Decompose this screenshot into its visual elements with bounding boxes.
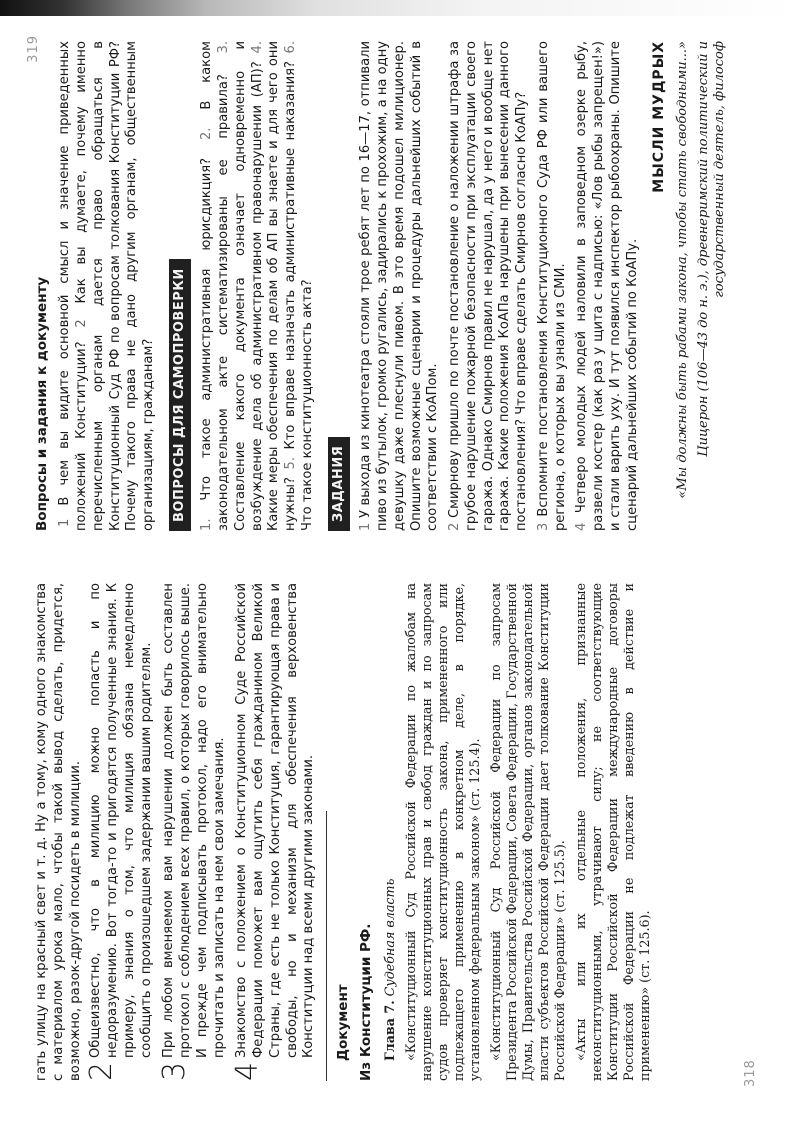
task-text: Смирнову пришло по почте постановление о наложении штрафа за грубое нарушение пожарной безопасности при эксплуатации своего гаража. Однако Смирнов правил не нарушал, да у него и вообще нет гаража. Какие положения КоАПа нарушены при вынесении данного постановления? Что вправе сделать Смирнов согласно КоАПу? — [446, 40, 529, 531]
question-text: В каком законодательном акте систематизированы ее правила? — [198, 40, 231, 531]
question-text: Какие меры обеспечения по делам об АП вы знаете и для чего они нужны? — [265, 40, 298, 531]
constitution-excerpt — [381, 583, 652, 1081]
item-text: Общеизвестно, что в милицию можно попасть и по недоразумению. Вот тогда-то и пригодятся полученные знания. К примеру, знания о том, что милиция обязана немедленно сообщить о произошедшем задержании вашим родителям. — [87, 582, 153, 1058]
wisdom-quote: «Мы должны быть рабами закона, чтобы стать свободными...» — [674, 40, 690, 499]
task-text: Четверо молодых людей наловили в заповедном озерке рыбу, развели костер (как раз у щита с надписью: «Лов рыбы запрещен!») и стали варить уху. И тут появился инспектор рыбоохраны. Опишите сценарий дальнейших событий по КоАПу. — [573, 40, 640, 531]
question-text: В чем вы видите основной смысл и значение приведенных положений Конституции? — [56, 40, 89, 531]
article-paragraph: «Конституционный Суд Российской Федерации по жалобам на нарушение конституционных прав и свобод граждан и по запросам судов проверяет конституционность закона, примененного или подлежащего применению в конкретном деле, в порядке, установленном федеральным законом» (ст. 125.4). — [402, 582, 482, 1081]
task-number: 2 — [446, 522, 462, 531]
right-column — [34, 41, 729, 531]
right-page — [22, 21, 772, 561]
item-text: Знакомство с положением о Конституционном Суде Российской Федерации поможет вам ощутить себя гражданином Великой Страны, где есть не только Конституция, гарантирующая права и свободы, но и механизм для обеспечения верховенства Конституции над всеми другими законами. — [233, 582, 316, 1058]
task-item — [447, 41, 531, 531]
chapter-line — [381, 583, 397, 1081]
continuation-text: гать улицу на красный свет и т. д. Ну а тому, кому одного знакомства с материалом урока мало, чтобы такой вывод сделать, придется, возможно, разок-другой посидеть в милиции. — [33, 582, 82, 1081]
question-text: Кто вправе назначать административные наказания? — [282, 60, 298, 449]
self-check-banner: ВОПРОСЫ ДЛЯ САМОПРОВЕРКИ — [168, 259, 191, 531]
left-page — [22, 561, 772, 1101]
item-number: 3 — [156, 1061, 192, 1081]
wisdom-title: МЫСЛИ МУДРЫХ — [650, 40, 667, 193]
chapter-title: Судебная власть — [381, 878, 397, 996]
tasks-banner: ЗАДАНИЯ — [327, 436, 350, 530]
page-number: 318 — [742, 1058, 758, 1087]
article-paragraph: «Акты или их отдельные положения, признанные неконституционными, утрачивают силу; не соответствующие Конституции Российской Федерации международные договоры Российской Федерации не подлежат введению в действие и применению» (ст. 125.6). — [572, 582, 652, 1081]
question-number: 6. — [282, 40, 298, 53]
document-source: Из Конституции РФ. — [357, 923, 374, 1081]
self-check-questions — [199, 41, 316, 531]
question-number: 2. — [198, 127, 214, 140]
list-item — [83, 582, 155, 1081]
question-number: 1 — [56, 518, 72, 527]
question-text: Как вы думаете, почему именно перечисленным органам дается право обращаться в Конституционный Суд РФ по вопросам толкования Конституции РФ? Почему такого права не дано другим органам, общественным организациям, гражданам? — [73, 40, 156, 531]
question-number: 1. — [198, 518, 214, 531]
task-item — [574, 41, 641, 531]
item-number: 4 — [229, 1061, 265, 1081]
task-text: У выхода из кинотеатра стояли трое ребят лет по 16—17, отпивали пиво из бутылок, громко ругались, задирались к прохожим, а на одну девушку даже плеснули пивом. В это время подошел милиционер. Опишите возможные сценарии и процедуры дальнейших событий в соответствии с КоАПом. — [357, 40, 440, 531]
left-column — [34, 583, 653, 1081]
question-text: Составление какого документа означает одновременно и возбуждение дела об административном правонарушении (АП)? — [232, 40, 265, 531]
question-number: 4. — [249, 40, 265, 54]
task-item — [535, 41, 569, 531]
question-text: Что такое конституционность акта? — [299, 278, 315, 531]
task-number: 3 — [535, 522, 551, 531]
chapter-label: Глава 7. — [381, 999, 397, 1061]
page-number: 319 — [25, 34, 41, 63]
item-number: 2 — [83, 1061, 119, 1081]
question-text: Что такое административная юрисдикция? — [198, 157, 214, 501]
item-text: При любом вменяемом вам нарушении должен быть составлен протокол с соблюдением всех правил, о которых говорилось выше. И прежде чем подписывать протокол, надо его внимательно прочитать и записать на нем свои замечания. — [160, 582, 226, 1058]
section-divider — [326, 811, 327, 1081]
question-number: 5. — [282, 456, 298, 470]
task-number: 1 — [357, 522, 373, 531]
task-item — [358, 41, 442, 531]
article-paragraph: «Конституционный Суд Российской Федерации по запросам Президента Российской Федерации, Совета Федерации, Государственной Думы, Правительства Российской Федерации, органов законодательной власти субъектов Российской Федерации дает толкование Конституции Российской Федерации» (ст. 125.5). — [487, 582, 567, 1081]
task-number: 4 — [573, 522, 589, 531]
question-number: 3. — [215, 40, 231, 53]
question-number: 2 — [73, 318, 89, 328]
document-tasks-title: Вопросы и задания к документу — [33, 276, 50, 531]
document-tasks-text — [57, 41, 158, 531]
document-heading: Документ — [334, 983, 351, 1061]
wisdom-author: Цицерон (106—43 до н. э.), древнеримский политический и государственный деятель, философ — [695, 40, 727, 457]
list-item — [229, 582, 318, 1081]
task-text: Вспомните постановления Конституционного Суда РФ или вашего региона, о которых вы узнали из СМИ. — [535, 40, 568, 531]
rotated-spread — [22, 21, 772, 1101]
list-item — [156, 582, 228, 1081]
